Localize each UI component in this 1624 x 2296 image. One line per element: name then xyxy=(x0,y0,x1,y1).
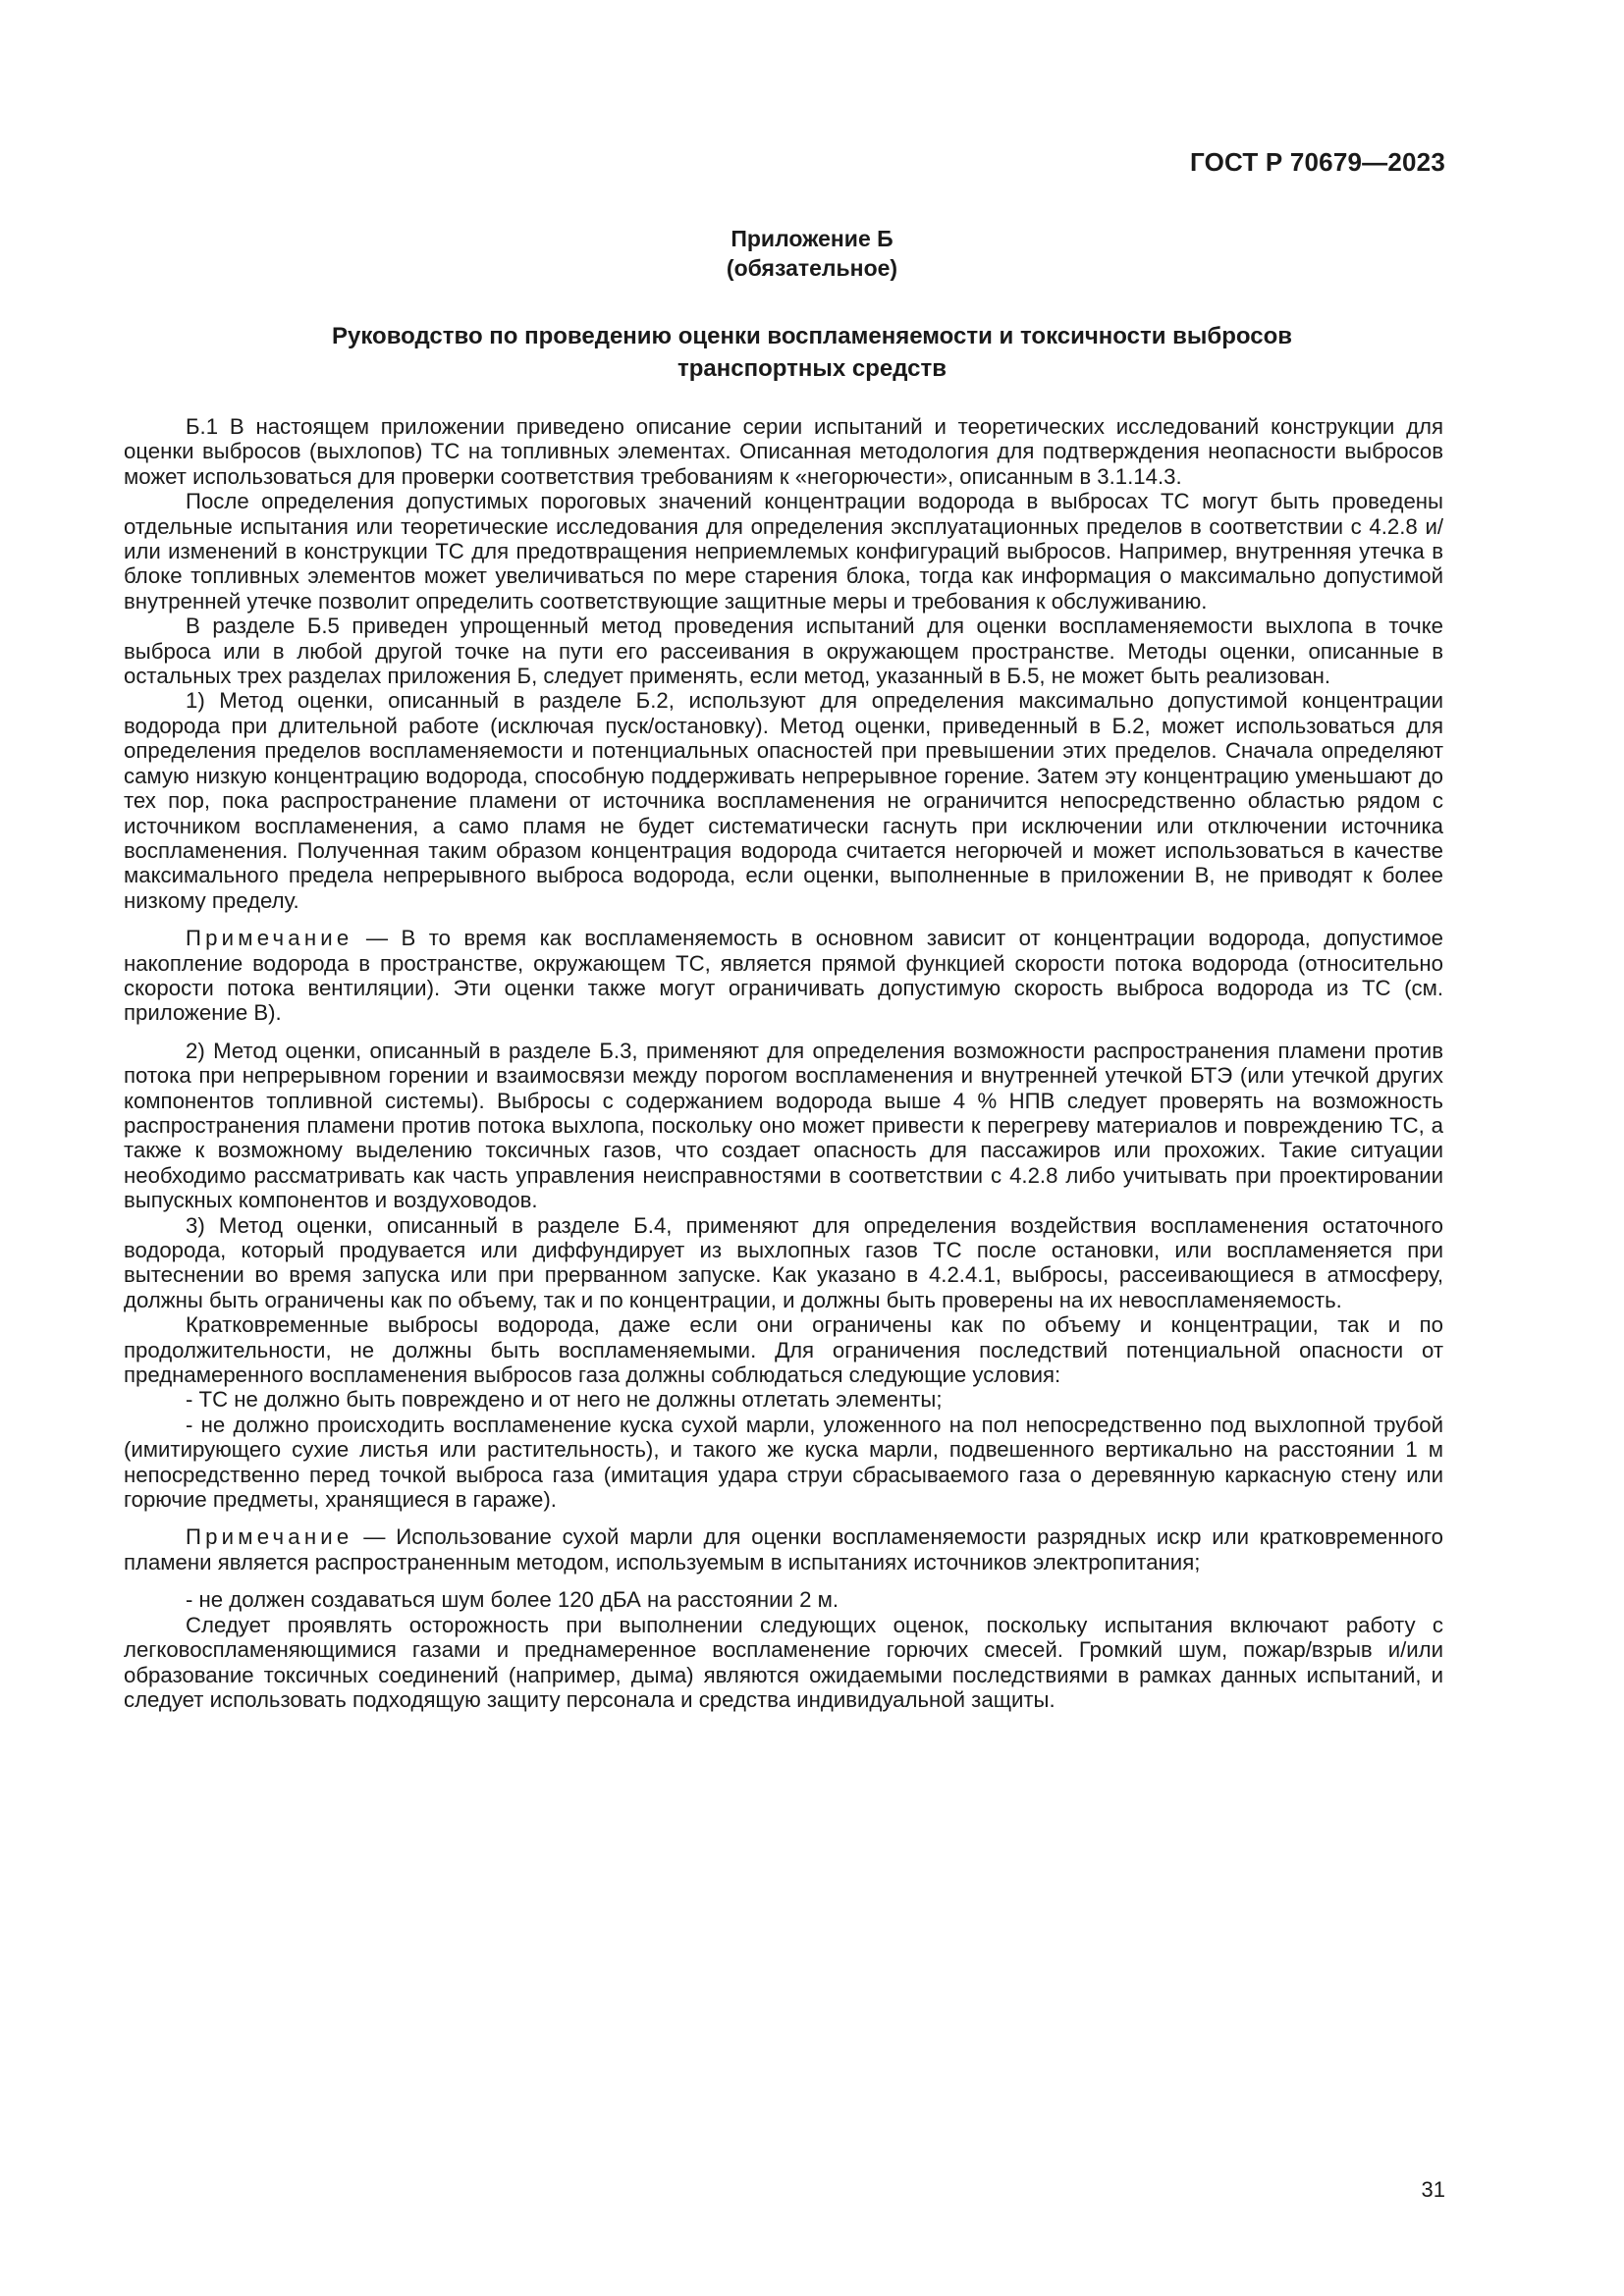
note-label: Примечание xyxy=(186,926,353,951)
annex-label: Приложение Б xyxy=(731,226,893,251)
paragraph-caution: Следует проявлять осторожность при выполнении следующих оценок, поскольку испытания включают работу с легковоспламеняющимися газами и преднамеренное воспламенение горючих смесей. Громкий шум, пожар/взрыв и/или образование токсичных соединений (например, дыма) являются ожидаемыми последствиями в рамках данных испытаний, и следует использовать подходящую защиту персонала и средства индивидуальной защиты. xyxy=(124,1612,1443,1712)
title-line-2: транспортных средств xyxy=(677,355,947,382)
list-item-no-damage: - ТС не должно быть повреждено и от него не должны отлетать элементы; xyxy=(186,1387,943,1413)
body-text xyxy=(124,414,1443,1712)
paragraph-b5-method: В разделе Б.5 приведен упрощенный метод проведения испытаний для оценки воспламеняемости выхлопа в точке выброса или в любой другой точке на пути его рассеивания в окружающем пространстве. Методы оценки, описанные в остальных трех разделах приложения Б, следует применять, если метод, указанный в Б.5, не может быть реализован. xyxy=(124,614,1443,689)
list-item-noise: - не должен создаваться шум более 120 дБА на расстоянии 2 м. xyxy=(186,1587,839,1613)
paragraph-b1: Б.1 В настоящем приложении приведено описание серии испытаний и теоретических исследований конструкции для оценки выбросов (выхлопов) ТС на топливных элементах. Описанная методология для подтверждения неопасности выбросов может использоваться для проверки соответствия требованиям к «негорючести», описанным в 3.1.14.3. xyxy=(124,414,1443,489)
paragraph-method-1: 1) Метод оценки, описанный в разделе Б.2, используют для определения максимально допустимой концентрации водорода при длительной работе (исключая пуск/остановку). Метод оценки, приведенный в Б.2, может использоваться для определения пределов воспламеняемости и потенциальных опасностей при превышении этих пределов. Сначала определяют самую низкую концентрацию водорода, способную поддерживать непрерывное горение. Затем эту концентрацию уменьшают до тех пор, пока распространение пламени от источника воспламенения не ограничится непосредственно областью рядом с источником воспламенения, а само пламя не будет систематически гаснуть при исключении или отключении источника воспламенения. Полученная таким образом концентрация водорода считается негорючей и может использоваться в качестве максимального предела непрерывного выброса водорода, если оценки, выполненные в приложении В, не приводят к более низкому пределу. xyxy=(124,688,1443,913)
list-item-gauze: - не должно происходить воспламенение куска сухой марли, уложенного на пол непосредственно под выхлопной трубой (имитирующего сухие листья или растительность), и такого же куска марли, подвешенного вертикально на расстоянии 1 м непосредственно перед точкой выброса газа (имитация удара струи сбрасываемого газа о деревянную каркасную стену или горючие предметы, хранящиеся в гараже). xyxy=(124,1412,1443,1513)
note-2 xyxy=(124,1524,1443,1575)
document-title xyxy=(177,320,1447,385)
paragraph-method-2: 2) Метод оценки, описанный в разделе Б.3, применяют для определения возможности распространения пламени против потока при непрерывном горении и взаимосвязи между порогом воспламенения и внутренней утечкой БТЭ (или утечкой других компонентов топливной системы). Выбросы с содержанием водорода выше 4 % НПВ следует проверять на возможность распространения пламени против потока выхлопа, поскольку оно может привести к перегреву материалов и повреждению ТС, а также к возможному выделению токсичных газов, что создает опасность для пассажиров или прохожих. Такие ситуации необходимо рассматривать как часть управления неисправностями в соответствии с 4.2.8 либо учитывать при проектировании выпускных компонентов и воздуховодов. xyxy=(124,1038,1443,1213)
note-2-text: — Использование сухой марли для оценки воспламеняемости разрядных искр или кратковременного пламени является распространенным методом, используемым в испытаниях источников электропитания; xyxy=(124,1524,1443,1575)
annex-status: (обязательное) xyxy=(726,255,898,281)
note-1-text: — В то время как воспламеняемость в основном зависит от концентрации водорода, допустимое накопление водорода в пространстве, окружающем ТС, является прямой функцией скорости потока водорода (относительно скорости потока вентиляции). Эти оценки также могут ограничивать допустимую скорость выброса водорода из ТС (см. приложение В). xyxy=(124,926,1443,1026)
title-line-1: Руководство по проведению оценки воспламеняемости и токсичности выбросов xyxy=(332,323,1292,349)
paragraph-short-releases: Кратковременные выбросы водорода, даже если они ограничены как по объему и концентрации, так и по продолжительности, не должны быть воспламеняемыми. Для ограничения последствий потенциальной опасности от преднамеренного воспламенения выбросов газа должны соблюдаться следующие условия: xyxy=(124,1312,1443,1388)
note-1 xyxy=(124,926,1443,1026)
paragraph-method-3: 3) Метод оценки, описанный в разделе Б.4, применяют для определения воздействия воспламенения остаточного водорода, который продувается или диффундирует из выхлопных газов ТС после остановки, или воспламеняется при вытеснении во время запуска или при прерванном запуске. Как указано в 4.2.4.1, выбросы, рассеивающиеся в атмосферу, должны быть ограничены как по объему, так и по концентрации, и должны быть проверены на их невоспламеняемость. xyxy=(124,1212,1443,1312)
standard-code: ГОСТ Р 70679—2023 xyxy=(1190,147,1445,177)
note-label: Примечание xyxy=(186,1524,353,1550)
paragraph-thresholds: После определения допустимых пороговых значений концентрации водорода в выбросах ТС могут быть проведены отдельные испытания или теоретические исследования для определения эксплуатационных пределов в соответствии с 4.2.8 и/или изменений в конструкции ТС для предотвращения неприемлемых конфигураций выбросов. Например, внутренняя утечка в блоке топливных элементов может увеличиваться по мере старения блока, тогда как информация о максимально допустимой внутренней утечке позволит определить соответствующие защитные меры и требования к обслуживанию. xyxy=(124,489,1443,614)
page-number: 31 xyxy=(1421,2177,1445,2202)
annex-heading xyxy=(0,224,1624,283)
